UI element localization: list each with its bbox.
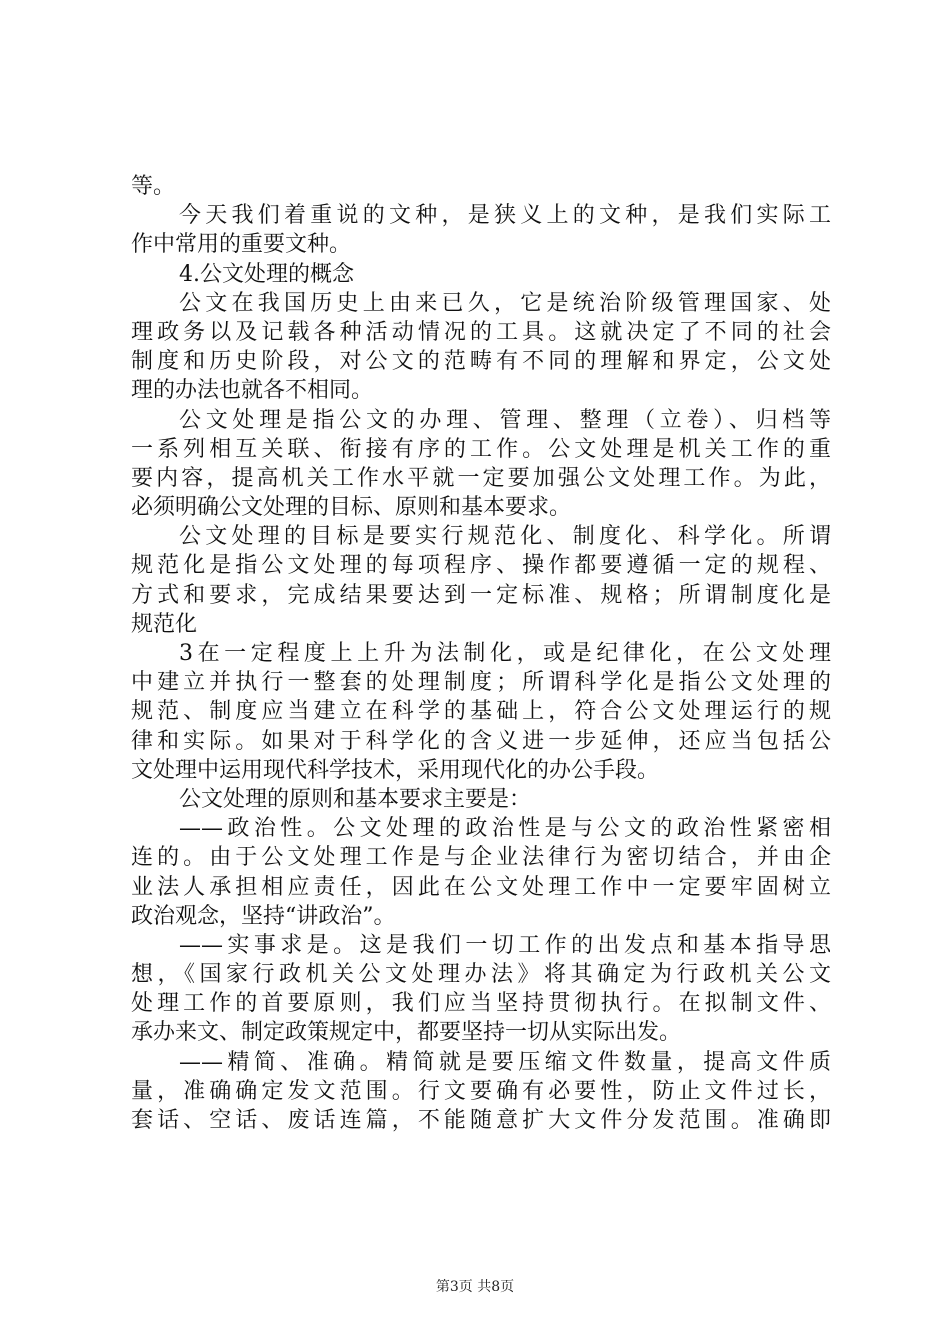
text-line: 理的办法也就各不相同。 — [131, 378, 374, 404]
text-line: 公文处理的目标是要实行规范化、制度化、科学化。所谓 — [179, 524, 831, 550]
text-line: 想，《国家行政机关公文处理办法》将其确定为行政机关公文 — [131, 962, 831, 988]
text-line: 规范化是指公文处理的每项程序、操作都要遵循一定的规程、 — [131, 553, 831, 579]
text-line: 今天我们着重说的文种，是狭义上的文种，是我们实际工 — [179, 203, 831, 229]
text-line: 处理工作的首要原则，我们应当坚持贯彻执行。在拟制文件、 — [131, 991, 831, 1017]
text-line: 政治观念，坚持“讲政治”。 — [131, 903, 396, 929]
text-line: 中建立并执行一整套的处理制度；所谓科学化是指公文处理的 — [131, 670, 831, 696]
text-line: 4.公文处理的概念 — [179, 261, 354, 287]
text-line: 量，准确确定发文范围。行文要确有必要性，防止文件过长， — [131, 1078, 831, 1104]
text-line: 连的。由于公文处理工作是与企业法律行为密切结合，并由企 — [131, 845, 831, 871]
text-line: 公文在我国历史上由来已久，它是统治阶级管理国家、处 — [179, 290, 831, 316]
text-line: 规范、制度应当建立在科学的基础上，符合公文处理运行的规 — [131, 699, 831, 725]
text-line: 制度和历史阶段，对公文的范畴有不同的理解和界定，公文处 — [131, 349, 831, 375]
text-line: 方式和要求，完成结果要达到一定标准、规格；所谓制度化是 — [131, 582, 831, 608]
text-line: 公文处理是指公文的办理、管理、整理（立卷）、归档等 — [179, 407, 831, 433]
text-line: 作中常用的重要文种。 — [131, 232, 352, 258]
document-body — [131, 172, 831, 1135]
text-line: 套话、空话、废话连篇，不能随意扩大文件分发范围。准确即 — [131, 1108, 831, 1133]
text-line: 必须明确公文处理的目标、原则和基本要求。 — [131, 495, 572, 521]
text-line: 规范化 — [131, 611, 198, 637]
text-line: 等。 — [131, 174, 176, 199]
text-line: ——实事求是。这是我们一切工作的出发点和基本指导思 — [179, 932, 831, 958]
text-line: 3在一定程度上上升为法制化，或是纪律化，在公文处理 — [179, 641, 831, 666]
text-line: ——精简、准确。精简就是要压缩文件数量，提高文件质 — [179, 1049, 831, 1075]
text-line: 律和实际。如果对于科学化的含义进一步延伸，还应当包括公 — [131, 728, 831, 754]
text-line: 业法人承担相应责任，因此在公文处理工作中一定要牢固树立 — [131, 874, 831, 900]
text-line: ——政治性。公文处理的政治性是与公文的政治性紧密相 — [179, 816, 831, 842]
text-line: 公文处理的原则和基本要求主要是： — [179, 786, 532, 812]
text-line: 理政务以及记载各种活动情况的工具。这就决定了不同的社会 — [131, 319, 831, 345]
text-line: 承办来文、制定政策规定中，都要坚持一切从实际出发。 — [131, 1020, 682, 1046]
text-line: 要内容，提高机关工作水平就一定要加强公文处理工作。为此， — [131, 465, 831, 491]
text-line: 一系列相互关联、衔接有序的工作。公文处理是机关工作的重 — [131, 436, 831, 462]
page-footer: 第3页 共8页 — [435, 1279, 515, 1295]
text-line: 文处理中运用现代科学技术，采用现代化的办公手段。 — [131, 757, 660, 783]
